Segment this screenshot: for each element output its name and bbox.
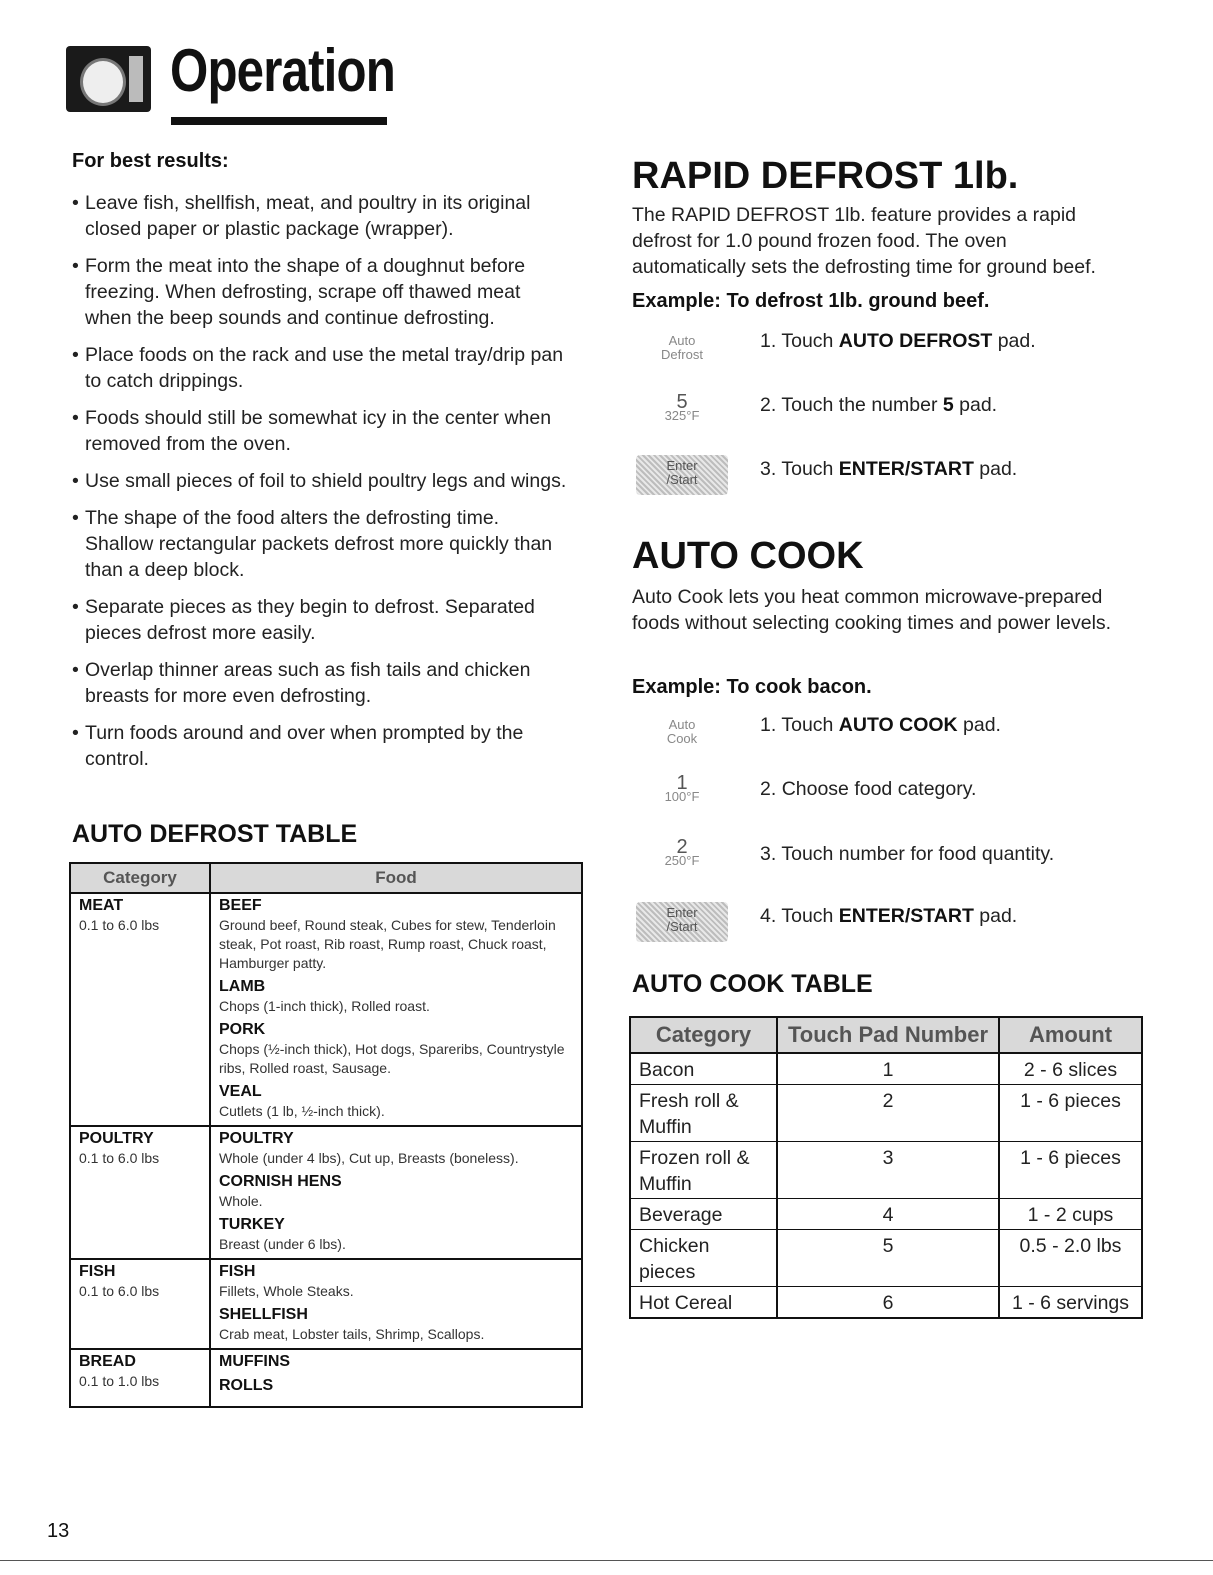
table-row (630, 1085, 1142, 1142)
step-number: 2. (760, 778, 777, 800)
pad-label: /Start (666, 919, 698, 934)
amount-cell: 1 - 2 cups (999, 1199, 1142, 1230)
table-row (630, 1053, 1142, 1085)
pad-label: 5 (676, 391, 688, 413)
weight-range: 0.1 to 1.0 lbs (79, 1373, 160, 1389)
step-prefix: Touch (781, 330, 839, 352)
step-prefix: Touch (781, 458, 839, 480)
pad-label: /Start (666, 472, 698, 487)
list-item: • Leave fish, shellfish, meat, and poultry in its original closed paper or plastic package (wrapper). (72, 190, 572, 242)
weight-range: 0.1 to 6.0 lbs (79, 917, 160, 933)
food-group-name: PORK (219, 1021, 266, 1038)
step-number: 3. (760, 843, 777, 865)
step-keyword: ENTER/START (838, 458, 974, 480)
list-item: • Use small pieces of foil to shield poultry legs and wings. (72, 468, 572, 494)
weight-range: 0.1 to 6.0 lbs (79, 1150, 160, 1166)
amount-cell: 1 - 6 servings (999, 1287, 1142, 1319)
step-text (760, 330, 1036, 353)
column-header-category: Category (630, 1017, 777, 1053)
food-group-name: SHELLFISH (219, 1306, 308, 1323)
number-2-pad-icon (636, 836, 728, 868)
food-group-name: VEAL (219, 1083, 262, 1100)
food-list: Fillets, Whole Steaks. (219, 1283, 354, 1299)
category-cell: Fresh roll & Muffin (630, 1085, 777, 1142)
food-cell (210, 1349, 582, 1407)
step-number: 4. (760, 905, 777, 927)
category-cell (70, 1259, 210, 1349)
food-group-name: TURKEY (219, 1216, 285, 1233)
category-cell: Hot Cereal (630, 1287, 777, 1319)
column-header-amount: Amount (999, 1017, 1142, 1053)
pad-label: 250°F (664, 853, 700, 868)
column-header-category: Category (70, 863, 210, 893)
dial-graphic (80, 58, 126, 106)
amount-cell: 0.5 - 2.0 lbs (999, 1230, 1142, 1287)
title-underline (171, 117, 387, 125)
pad-number-cell: 5 (777, 1230, 999, 1287)
pad-label: Cook (666, 731, 698, 746)
food-group-name: ROLLS (219, 1377, 274, 1394)
step-text (760, 778, 976, 801)
rapid-defrost-example: Example: To defrost 1lb. ground beef. (632, 290, 990, 312)
auto-cook-example: Example: To cook bacon. (632, 676, 872, 698)
step-text (760, 714, 1001, 737)
amount-cell: 2 - 6 slices (999, 1053, 1142, 1085)
step-suffix: pad. (953, 394, 998, 416)
table-row (630, 1199, 1142, 1230)
category-cell: Chicken pieces (630, 1230, 777, 1287)
table-row (70, 1126, 582, 1259)
column-header-touch-pad: Touch Pad Number (777, 1017, 999, 1053)
page-title: Operation (170, 37, 395, 104)
table-row (630, 1230, 1142, 1287)
step-keyword: AUTO COOK (838, 714, 958, 736)
step-text (760, 394, 997, 417)
step-suffix: pad. (973, 905, 1018, 927)
food-group-name: BEEF (219, 897, 262, 914)
category-name: FISH (79, 1263, 116, 1280)
pad-label: Auto (668, 333, 696, 348)
table-row (630, 1287, 1142, 1319)
category-cell: Beverage (630, 1199, 777, 1230)
auto-cook-title: AUTO COOK (632, 535, 864, 577)
number-5-pad-icon (636, 391, 728, 423)
food-list: Ground beef, Round steak, Cubes for stew, Tenderloin steak, Pot roast, Rib roast, Rump roast, Chuck roast, Hamburger patty. (219, 917, 556, 971)
step-suffix: pad. (992, 330, 1036, 352)
food-group-name: FISH (219, 1263, 256, 1280)
table-row (70, 1259, 582, 1349)
step-suffix: pad. (957, 714, 1001, 736)
amount-cell: 1 - 6 pieces (999, 1085, 1142, 1142)
pad-label: 100°F (664, 789, 700, 804)
column-header-food: Food (210, 863, 582, 893)
food-group-name: LAMB (219, 978, 266, 995)
list-item: • Overlap thinner areas such as fish tails and chicken breasts for more even defrosting. (72, 657, 572, 709)
pad-label: 2 (676, 836, 688, 858)
step-text (760, 458, 1017, 481)
step-number: 2. (760, 394, 777, 416)
best-results-list (72, 190, 572, 783)
food-list: Chops (½-inch thick), Hot dogs, Spareribs, Countrystyle ribs, Rolled roast, Sausage. (219, 1041, 565, 1076)
food-group-name: MUFFINS (219, 1353, 291, 1370)
pad-number-cell: 4 (777, 1199, 999, 1230)
food-cell (210, 1259, 582, 1349)
food-group-name: POULTRY (219, 1130, 294, 1147)
pad-number-cell: 1 (777, 1053, 999, 1085)
pad-number-cell: 2 (777, 1085, 999, 1142)
best-results-heading: For best results: (72, 150, 229, 172)
footer-rule (0, 1560, 1213, 1561)
step-prefix: Touch (781, 905, 839, 927)
auto-cook-pad-icon (636, 718, 728, 746)
step-keyword: ENTER/START (838, 905, 974, 927)
food-list: Cutlets (1 lb, ½-inch thick). (219, 1103, 385, 1119)
pad-number-cell: 3 (777, 1142, 999, 1199)
category-cell (70, 1126, 210, 1259)
auto-defrost-table (69, 862, 583, 1408)
step-text (760, 905, 1017, 928)
rapid-defrost-title: RAPID DEFROST 1lb. (632, 155, 1019, 197)
table-row (70, 893, 582, 1126)
list-item: • Foods should still be somewhat icy in the center when removed from the oven. (72, 405, 572, 457)
page-number: 13 (47, 1520, 70, 1542)
auto-defrost-table-title: AUTO DEFROST TABLE (72, 820, 358, 848)
category-name: BREAD (79, 1353, 136, 1370)
enter-start-pad-icon (636, 455, 728, 495)
pad-label: Auto (668, 717, 696, 732)
auto-cook-table (629, 1016, 1143, 1319)
panel-graphic (129, 56, 143, 102)
table-row (70, 1349, 582, 1407)
list-item: • Form the meat into the shape of a doughnut before freezing. When defrosting, scrape off thawed meat when the beep sounds and continue defrosting. (72, 253, 572, 331)
step-number: 3. (760, 458, 777, 480)
step-prefix: Choose food category. (781, 778, 977, 800)
step-prefix: Touch (781, 714, 839, 736)
category-name: MEAT (79, 897, 124, 914)
category-cell (70, 893, 210, 1126)
food-cell (210, 893, 582, 1126)
category-cell: Frozen roll & Muffin (630, 1142, 777, 1199)
number-1-pad-icon (636, 772, 728, 804)
auto-cook-description: Auto Cook lets you heat common microwave-prepared foods without selecting cooking times and power levels. (632, 586, 1112, 634)
list-item: • Place foods on the rack and use the metal tray/drip pan to catch drippings. (72, 342, 572, 394)
step-prefix: Touch the number (781, 394, 943, 416)
list-item: • Separate pieces as they begin to defrost. Separated pieces defrost more easily. (72, 594, 572, 646)
step-prefix: Touch number for food quantity. (781, 843, 1055, 865)
step-suffix: pad. (973, 458, 1018, 480)
list-item: • The shape of the food alters the defrosting time. Shallow rectangular packets defrost more quickly than than a deep block. (72, 505, 572, 583)
food-list: Breast (under 6 lbs). (219, 1236, 346, 1252)
food-cell (210, 1126, 582, 1259)
step-keyword: 5 (942, 394, 954, 416)
food-list: Crab meat, Lobster tails, Shrimp, Scallops. (219, 1326, 485, 1342)
pad-number-cell: 6 (777, 1287, 999, 1319)
auto-cook-table-title: AUTO COOK TABLE (632, 970, 873, 998)
pad-label: Defrost (661, 347, 703, 362)
pad-label: 325°F (664, 408, 700, 423)
pad-label: Enter (666, 458, 698, 473)
food-list: Chops (1-inch thick), Rolled roast. (219, 998, 430, 1014)
category-name: POULTRY (79, 1130, 154, 1147)
category-cell: Bacon (630, 1053, 777, 1085)
weight-range: 0.1 to 6.0 lbs (79, 1283, 160, 1299)
amount-cell: 1 - 6 pieces (999, 1142, 1142, 1199)
food-group-name: CORNISH HENS (219, 1173, 342, 1190)
auto-defrost-pad-icon (636, 334, 728, 362)
enter-start-pad-icon (636, 902, 728, 942)
pad-label: Enter (666, 905, 698, 920)
category-cell (70, 1349, 210, 1407)
food-list: Whole (under 4 lbs), Cut up, Breasts (boneless). (219, 1150, 519, 1166)
step-number: 1. (760, 330, 777, 352)
food-list: Whole. (219, 1193, 263, 1209)
microwave-icon (66, 46, 151, 112)
step-number: 1. (760, 714, 777, 736)
step-keyword: AUTO DEFROST (838, 330, 993, 352)
pad-label: 1 (676, 772, 688, 794)
table-row (630, 1142, 1142, 1199)
rapid-defrost-description: The RAPID DEFROST 1lb. feature provides a rapid defrost for 1.0 pound frozen food. The oven automatically sets the defrosting time for ground beef. (632, 204, 1096, 278)
step-text (760, 843, 1054, 866)
list-item: • Turn foods around and over when prompted by the control. (72, 720, 572, 772)
